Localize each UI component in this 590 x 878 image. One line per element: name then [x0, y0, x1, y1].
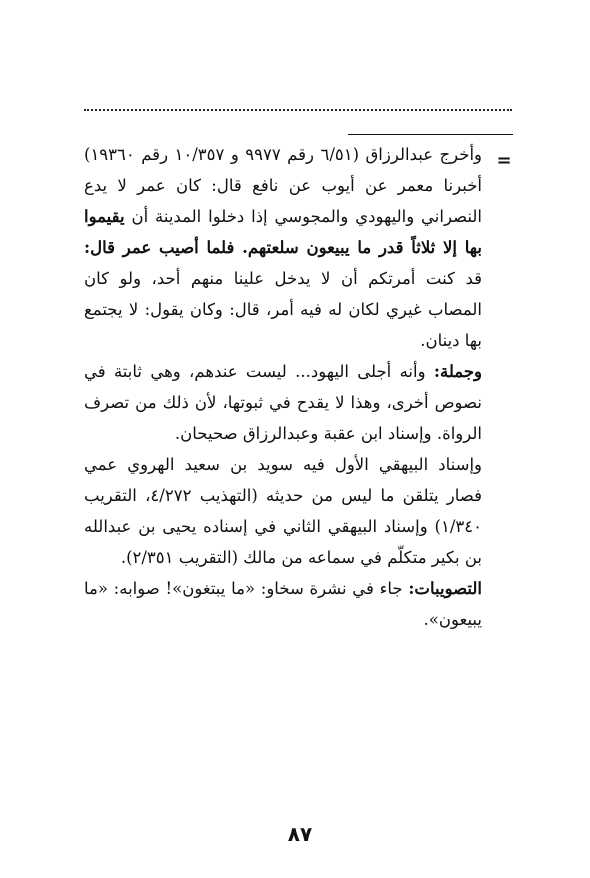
footnote-text [84, 139, 482, 635]
paragraph-jumla [84, 356, 482, 449]
page-number: ٨٧ [287, 822, 313, 846]
paragraph-abdulrazzaq [84, 139, 482, 356]
paragraph-corrections [84, 573, 482, 635]
text-segment: وأخرج عبدالرزاق (٦/٥١ رقم ٩٩٧٧ و ١٠/٣٥٧ رقم ١٩٣٦٠) أخبرنا معمر عن أيوب عن نافع قال: كان عمر لا يدع النصراني واليهودي والمجوسي إذا دخلوا المدينة أن [84, 145, 483, 226]
footnote-separator-line [348, 134, 513, 135]
continuation-marker: = [496, 150, 512, 171]
text-segment: وإسناد البيهقي الأول فيه سويد بن سعيد الهروي عمي فصار يتلقن ما ليس من حديثه (التهذيب ٤/٢٧٢، التقريب ١/٣٤٠) وإسناد البيهقي الثاني في إسناده يحيى بن عبدالله بن بكير متكلّم في سماعه من مالك (التقريب ٢/٣٥١). [84, 455, 482, 567]
text-segment-bold: وجملة: [433, 362, 482, 381]
text-segment-bold: يقيموا بها إلا ثلاثاً قدر ما يبيعون سلعتهم. فلما أصيب عمر قال: [84, 207, 482, 257]
text-segment-bold: التصويبات: [408, 579, 482, 598]
dotted-separator [84, 109, 512, 111]
paragraph-bayhaqi-isnad [84, 449, 482, 573]
text-segment: وأنه أجلى اليهود... ليست عندهم، وهي ثابتة في نصوص أخرى، وهذا لا يقدح في ثبوتها، لأن ذلك من تصرف الرواة. وإسناد ابن عقبة وعبدالرزاق صحيحان. [84, 362, 482, 443]
text-segment: جاء في نشرة سخاو: «ما يبتغون»! صوابه: «ما يبيعون». [84, 579, 482, 629]
text-segment: قد كنت أمرتكم أن لا يدخل علينا منهم أحد، ولو كان المصاب غيري لكان له فيه أمر، قال: وكان يقول: لا يجتمع بها دينان. [84, 269, 482, 350]
